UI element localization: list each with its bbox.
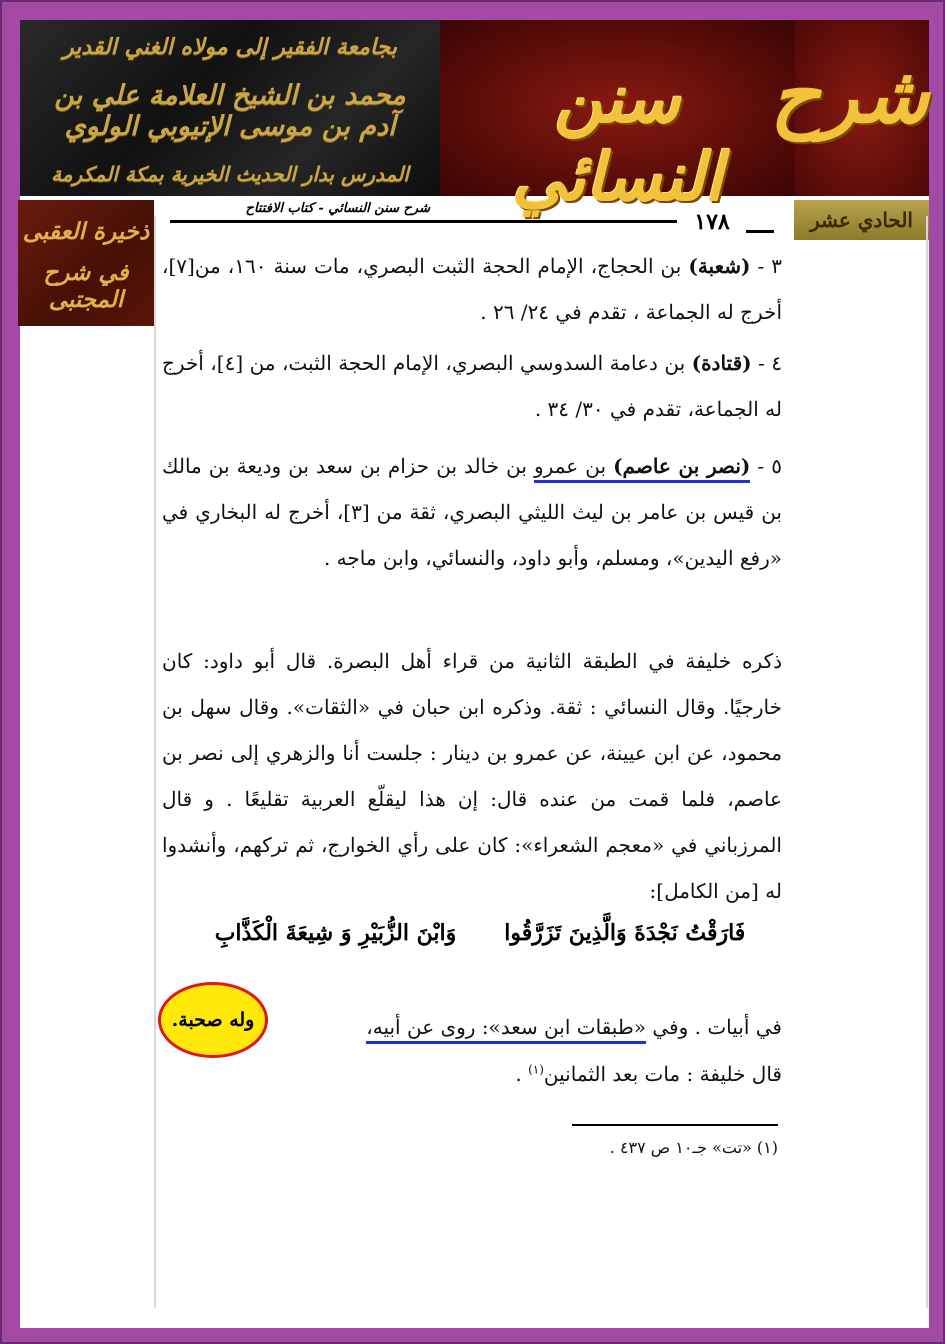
series-title-line2: في شرح المجتبى (43, 259, 129, 313)
closing-line-2 (162, 1062, 782, 1086)
closing-line-1 (270, 1015, 782, 1039)
sharh-title: شرح (770, 50, 929, 141)
header-rule (170, 220, 677, 223)
highlighted-companionship-note: وله صحبة. (158, 982, 268, 1058)
footnote: (١) «تت» جـ١٠ ص ٤٣٧ . (609, 1138, 778, 1157)
page-number-rule (746, 230, 774, 233)
author-banner (20, 20, 440, 196)
book-title: سنن النسائي (512, 60, 723, 216)
author-banner-line2: محمد بن الشيخ العلامة علي بن آدم بن موسى الإتيوبي الولوي (54, 80, 406, 142)
narrator-name-shuba: (شعبة) (688, 254, 751, 278)
narrator-name-qatada: (قتادة) (691, 351, 752, 375)
volume-label: الحادي عشر (794, 200, 929, 240)
running-header: شرح سنن النسائي - كتاب الافتتاح (245, 201, 430, 216)
paragraph-5-text: بن خالد بن حزام بن سعد بن وديعة بن مالك بن قيس بن عامر بن ليث الليثي البصري، ثقة من [٣]، أخرج له البخاري في «رفع اليدين»، ومسلم، وأبو داود، والنسائي، وابن ماجه . (162, 454, 782, 570)
verse-hemistich-1: فَارَقْتُ نَجْدَةَ وَالَّذِينَ تَزَرَّقُوا (504, 920, 746, 946)
series-title-box (18, 200, 154, 326)
closing-line-2-end: . (515, 1062, 529, 1086)
paragraph-3-number: ٣ - (750, 254, 782, 278)
verse-hemistich-2: وَابْنَ الزُّبَيْرِ وَ شِيعَةَ الْكَذَّابِ (214, 920, 457, 946)
ibn-saad-reference: «طبقات ابن سعد»: روى عن أبيه، (366, 1015, 646, 1044)
paragraph-5 (162, 443, 782, 581)
footnote-marker: (١) (528, 1062, 544, 1077)
paragraph-4-text: بن دعامة السدوسي البصري، الإمام الحجة الثبت، من [٤]، أخرج له الجماعة، تقدم في ٣٠/ ٣٤ . (162, 351, 782, 421)
narrator-name-nasr-continued: بن عمرو (534, 454, 613, 483)
narrator-name-nasr: (نصر بن عاصم) (613, 454, 750, 483)
author-banner-line1: بجامعة الفقير إلى مولاه الغني القدير (63, 34, 397, 60)
poetry-verse (180, 920, 780, 946)
paragraph-6: ذكره خليفة في الطبقة الثانية من قراء أهل البصرة. قال أبو داود: كان خارجيًا. وقال النسائي : ثقة. وذكره ابن حبان في «الثقات». وقال سهل بن محمود، عن ابن عيينة، عن عمرو بن دينار : جلست أنا والزهري إلى نصر بن عاصم، فلما قمت من عنده قال: إن هذا ليقلّع العربية تقليعًا . و قال المرزباني في «معجم الشعراء»: كان على رأي الخوارج، ثم تركهم، وأنشدوا له [من الكامل]: (162, 649, 782, 903)
paragraph-3 (162, 243, 782, 335)
author-banner-line3: المدرس بدار الحديث الخيرية بمكة المكرمة (51, 162, 409, 186)
closing-line-2-text: قال خليفة : مات بعد الثمانين (543, 1062, 782, 1086)
paragraph-4 (162, 340, 782, 432)
book-page (20, 20, 929, 1328)
footnote-rule (572, 1124, 778, 1126)
paragraph-4-number: ٤ - (751, 351, 782, 375)
sharh-banner (770, 20, 929, 196)
paragraph-5-number: ٥ - (750, 454, 782, 478)
page-number: ١٧٨ (694, 209, 730, 235)
paragraph-3-text: بن الحجاج، الإمام الحجة الثبت البصري، مات سنة ١٦٠، من[٧]، أخرج له الجماعة ، تقدم في ٢٤/ ٢٦ . (162, 254, 782, 324)
book-title-banner (440, 20, 795, 216)
closing-line-1-text: في أبيات . وفي (646, 1015, 782, 1039)
series-title-line1: ذخيرة العقبى (22, 218, 150, 245)
